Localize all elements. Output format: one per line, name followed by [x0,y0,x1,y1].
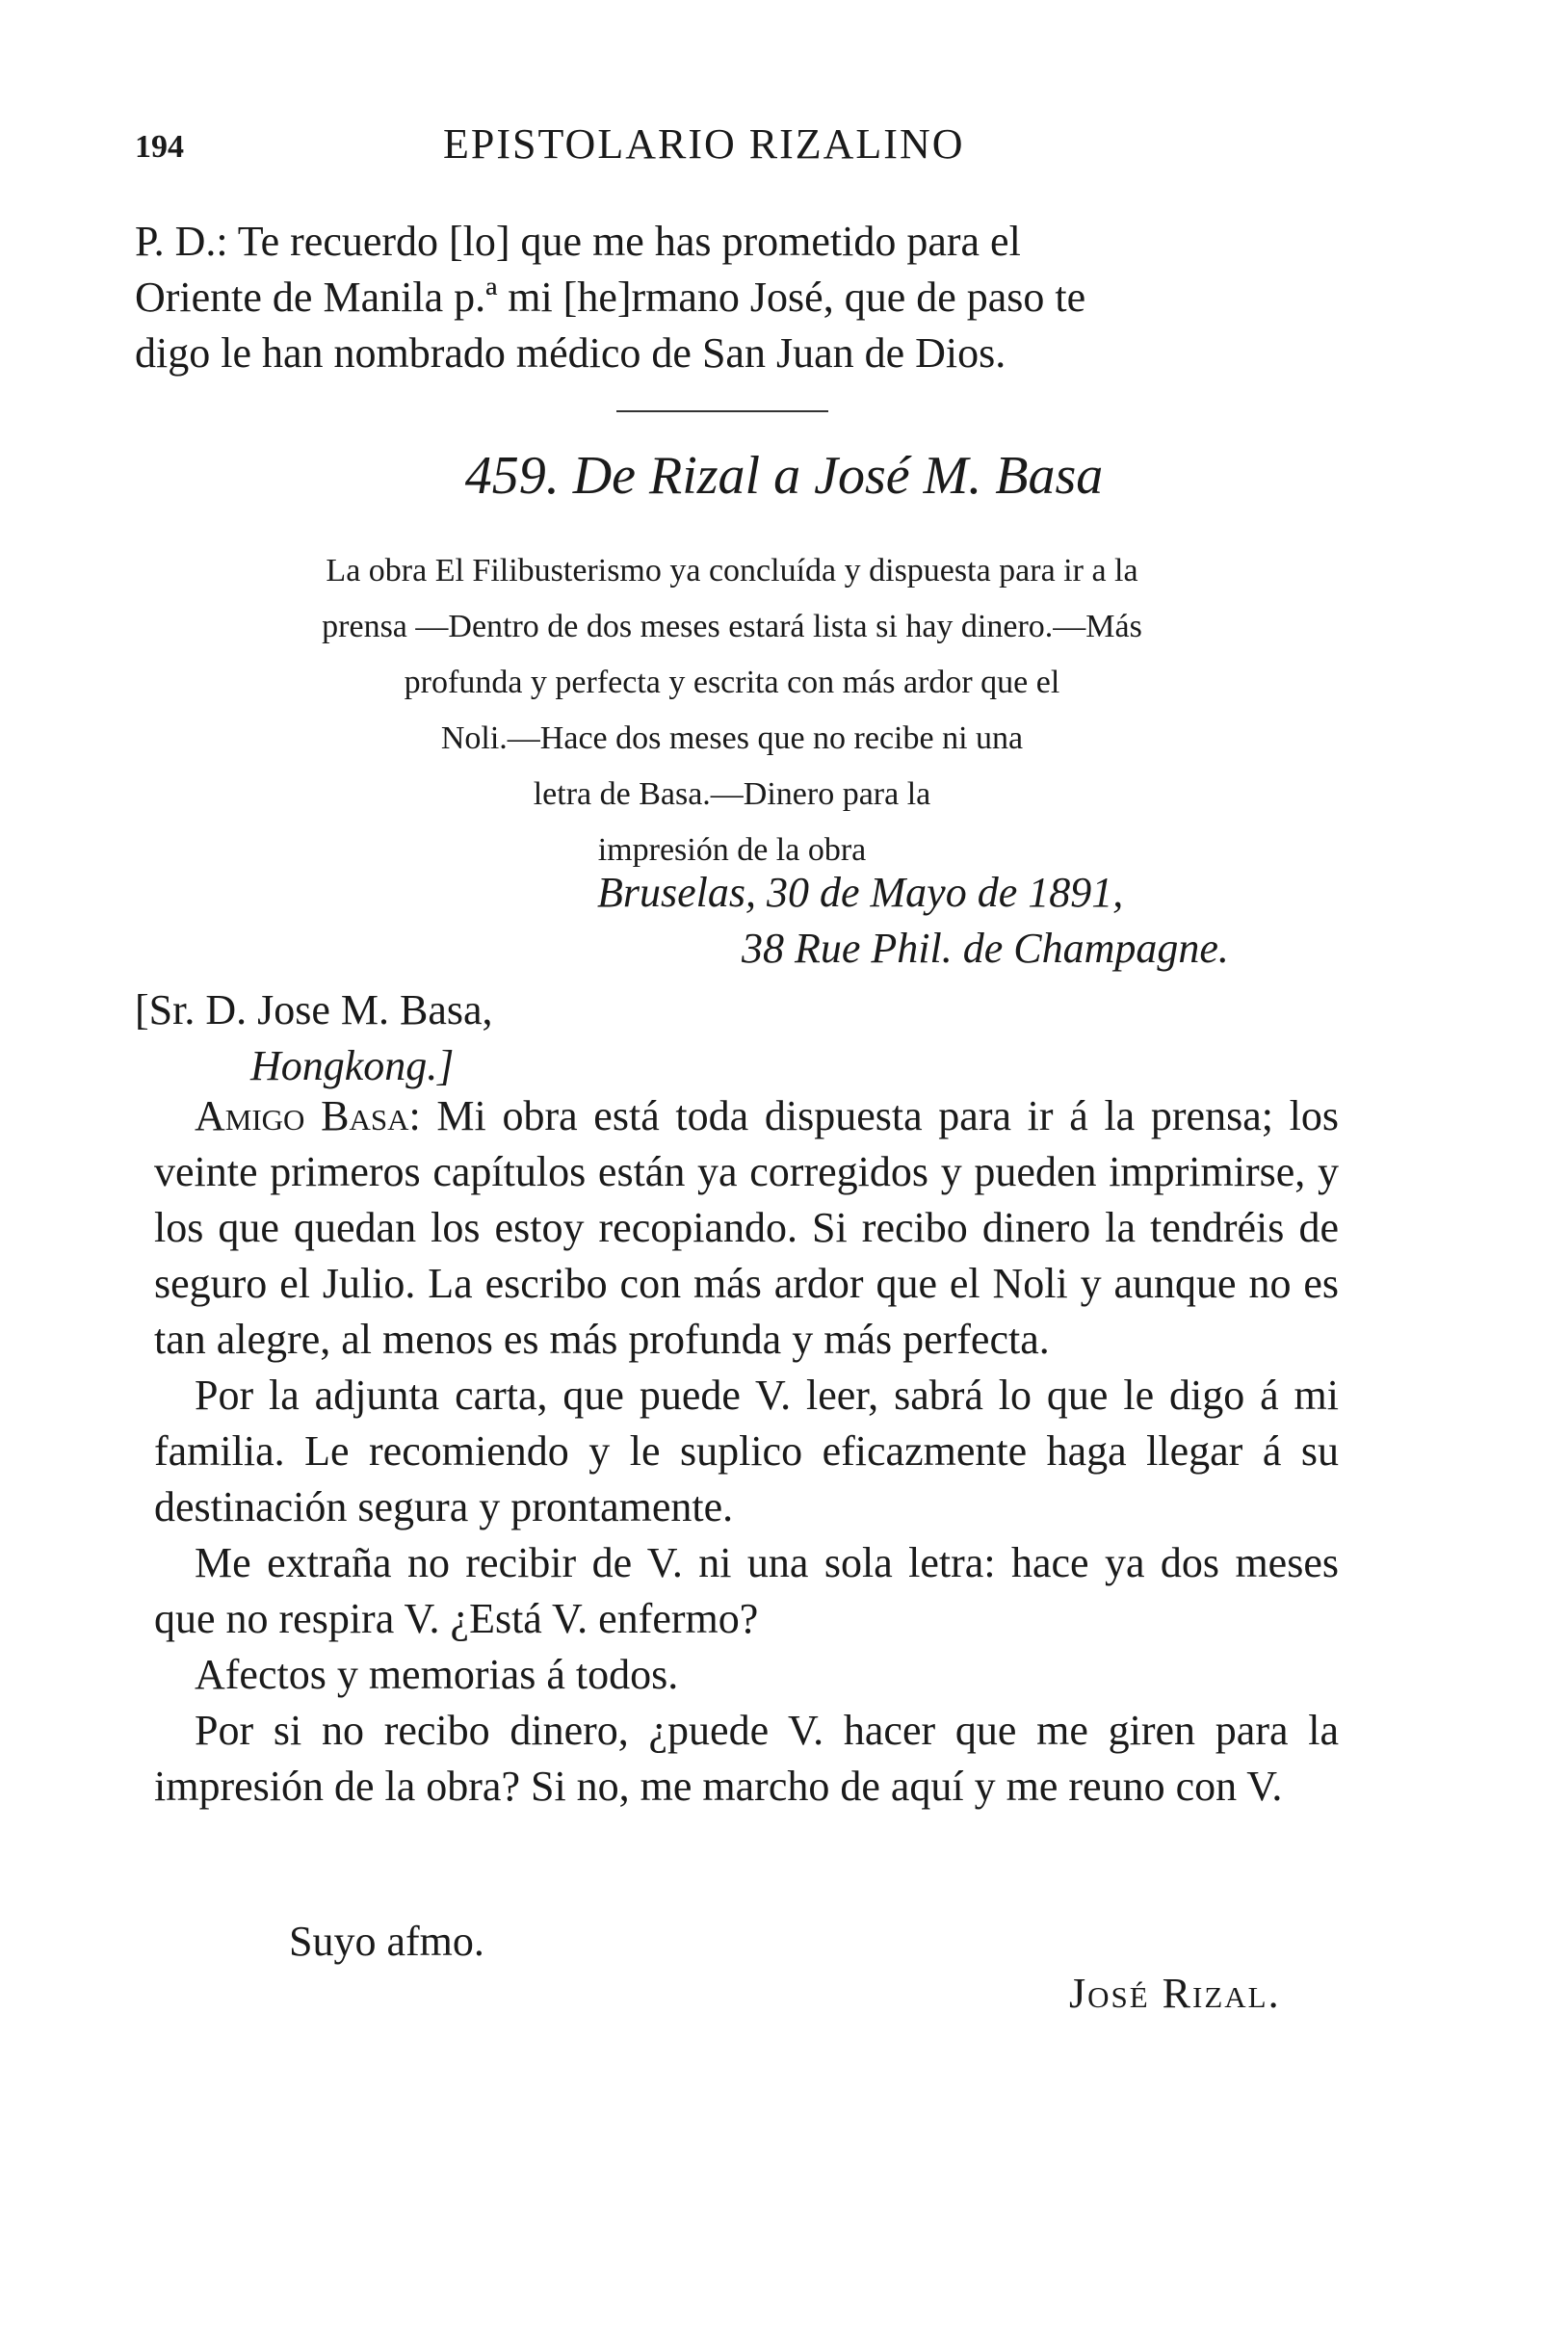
postscript-line: Oriente de Manila p.ª mi [he]rmano José, que de paso te [135,274,1086,321]
summary-line: letra de Basa.—Dinero para la [533,776,931,812]
page-number: 194 [135,129,184,165]
addressee-city: Hongkong.] [250,1042,455,1089]
summary-line: La obra El Filibusterismo ya concluída y dispuesta para ir a la [326,553,1138,588]
summary-line: prensa —Dentro de dos meses estará lista si hay dinero.—Más [322,609,1142,644]
body-paragraph: Por si no recibo dinero, ¿puede V. hacer que me giren para la impresión de la obra? Si no, me marcho de aquí y me reuno con V. [154,1707,1339,1810]
postscript-line: P. D.: Te recuerdo [lo] que me has prometido para el [135,218,1021,265]
summary-line: Noli.—Hace dos meses que no recibe ni una [440,720,1024,756]
letter-title: 459. De Rizal a José M. Basa [464,446,1104,506]
running-head: EPISTOLARIO RIZALINO [443,120,965,168]
section-divider [616,410,828,412]
paragraph-text: : Mi obra está toda dispuesta para ir á la prensa; los veinte primeros capítulos están ya corregidos y pueden imprimirse, y los que quedan los estoy recopiando. Si recibo dinero la tendréis de seguro el Julio. La escribo con más ardor que el Noli y aunque no es tan alegre, al menos es más profunda y más perfecta. [154,1092,1339,1363]
summary-line: impresión de la obra [597,832,867,868]
place-date [597,865,1329,977]
body-paragraph: Me extraña no recibir de V. ni una sola letra: hace ya dos meses que no respira V. ¿Está V. enfermo? [154,1539,1339,1642]
closing: Suyo afmo. [289,1918,484,1965]
postscript [135,214,1329,381]
summary-line: profunda y perfecta y escrita con más ardor que el [404,665,1060,700]
page-header [135,119,1329,177]
body-paragraph: Afectos y memorias á todos. [195,1651,679,1698]
signature: José Rizal. [1069,1970,1281,2017]
salutation: Amigo Basa [195,1092,409,1139]
body-paragraph: Por la adjunta carta, que puede V. leer, sabrá lo que le digo á mi familia. Le recomiendo y le suplico eficazmente haga llegar á su destinación segura y prontamente. [154,1372,1339,1530]
letter-body [154,1088,1339,1815]
place-date-line: Bruselas, 30 de Mayo de 1891, [597,869,1124,916]
postscript-line: digo le han nombrado médico de San Juan de Dios. [135,329,1006,377]
addressee-name: [Sr. D. Jose M. Basa, [135,986,493,1033]
body-paragraph [154,1088,1339,1368]
letter-summary [135,543,1329,878]
addressee [135,982,905,1094]
address-line: 38 Rue Phil. de Champagne. [742,925,1229,972]
